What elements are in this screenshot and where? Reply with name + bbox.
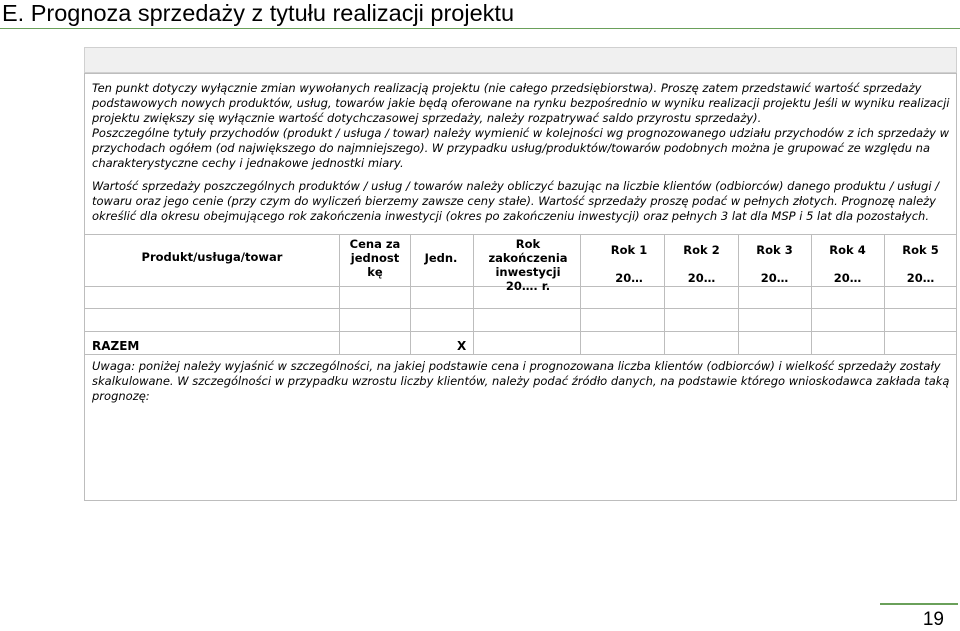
instruction-paragraph: Poszczególne tytuły przychodów (produkt / usługa / towar) należy wymienić w kolejności wg prognozowanego udziału przychodów z ich sprzedaży w przychodach ogółem (od największego do najmniejszego). W przypadku usług/produktów/towarów podobnych można je grupować ze względu na charakterystyczne cechy i jednakowe jednostki miary. [92, 126, 949, 171]
total-row[interactable] [85, 332, 956, 354]
total-label: RAZEM [92, 339, 140, 353]
col-header-end-year-label: Rok zakończenia inwestycji [488, 237, 568, 279]
explanation-field[interactable] [85, 398, 956, 500]
year-value: 20… [760, 271, 789, 285]
instruction-paragraph: Wartość sprzedaży poszczególnych produktów / usług / towarów należy obliczyć bazując na liczbie klientów (odbiorców) danego produktu / usługi / towaru oraz jego cenie (przy czym do wyliczeń bierzemy zawsze ceny stałe). Wartość sprzedaży proszę podać w pełnych złotych. Prognozę należy określić dla okresu obejmującego rok zakończenia inwestycji (okres po zakończeniu inwestycji) oraz pełnych 3 lat dla MSP i 5 lat dla pozostałych. [92, 178, 940, 223]
header-band [84, 47, 957, 73]
page-number: 19 [922, 609, 944, 630]
col-header-product: Produkt/usługa/towar [141, 250, 283, 264]
col-header-year-5 [884, 243, 957, 285]
heading-rule [0, 28, 960, 29]
col-header-year-2 [665, 243, 738, 285]
col-header-price: Cena za jednost kę [349, 237, 401, 279]
year-value: 20… [615, 271, 643, 285]
section-heading: E. Prognoza sprzedaży z tytułu realizacji projektu [2, 0, 515, 26]
total-unit-mark: X [457, 339, 467, 353]
explanation-note: Uwaga: poniżej należy wyjaśnić w szczególności, na jakiej podstawie cena i prognozowana liczba klientów (odbiorców) i wielkość sprzedaży zostały skalkulowane. W szczególności w przypadku wzrostu liczby klientów, należy podać źródło danych, na podstawie którego wnioskodawca zakłada taką prognozę: [92, 359, 950, 404]
col-header-year-3 [738, 243, 811, 285]
year-label: Rok 3 [756, 243, 793, 257]
year-value: 20… [906, 271, 935, 285]
col-header-end-year-value: 20…. r. [505, 279, 551, 293]
col-header-end-year [476, 237, 580, 293]
year-label: Rok 2 [683, 243, 720, 257]
col-header-year-1 [591, 243, 667, 285]
year-value: 20… [833, 271, 862, 285]
col-header-unit: Jedn. [424, 251, 458, 265]
instructions [92, 81, 952, 224]
year-label: Rok 4 [829, 243, 866, 257]
year-label: Rok 1 [610, 243, 648, 257]
year-value: 20… [687, 271, 716, 285]
col-header-year-4 [811, 243, 884, 285]
year-label: Rok 5 [902, 243, 939, 257]
instruction-paragraph: Ten punkt dotyczy wyłącznie zmian wywołanych realizacją projektu (nie całego przedsiębiorstwa). Proszę zatem przedstawić wartość sprzedaży podstawowych nowych produktów, usług, towarów jakie będą oferowane na rynku bezpośrednio w wyniku realizacji projektu Jeśli w wyniku realizacji projektu zwiększy się wyłącznie wartość dotychczasowej sprzedaży, należy rozpatrywać saldo przyrostu sprzedaży). [92, 81, 950, 126]
page-number-rule [880, 603, 958, 605]
table-row[interactable] [85, 309, 956, 331]
